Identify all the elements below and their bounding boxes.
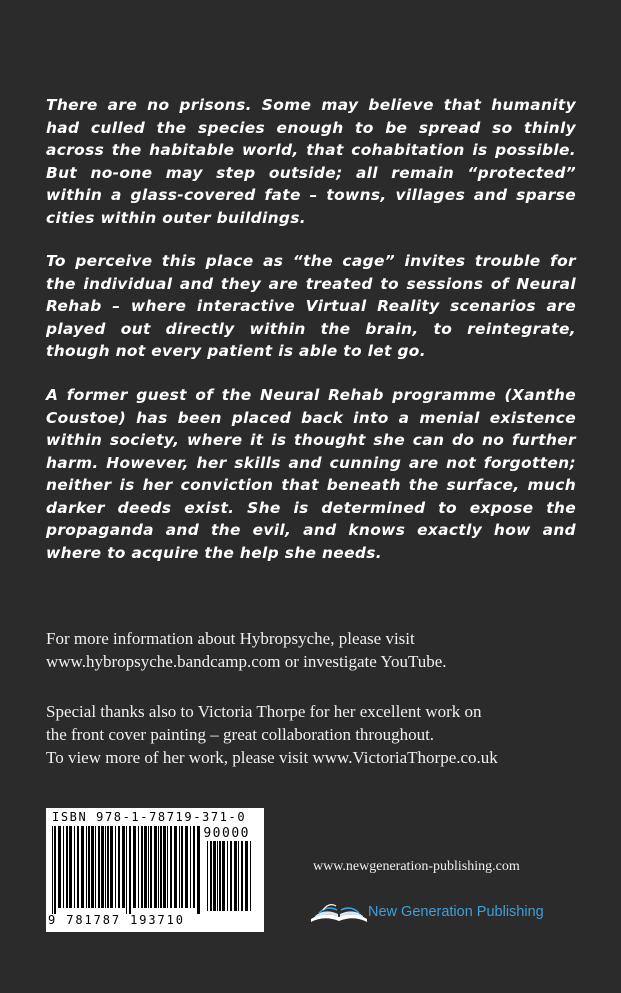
barcode-bar bbox=[58, 826, 61, 908]
barcode-bar bbox=[190, 826, 191, 908]
thanks-info bbox=[46, 700, 586, 769]
barcode-bar bbox=[105, 826, 106, 908]
barcode-bar bbox=[197, 826, 200, 914]
barcode-bar bbox=[154, 826, 157, 908]
ean-barcode-bars bbox=[52, 826, 202, 916]
barcode-bar bbox=[222, 841, 225, 911]
isbn-text: ISBN 978-1-78719-371-0 bbox=[52, 810, 247, 824]
ean-digits: 9 781787 193710 bbox=[48, 913, 185, 927]
barcode-bar bbox=[160, 826, 162, 908]
blurb-paragraph-1: There are no prisons. Some may believe that humanity had culled the species enough to be spread so thinly across the habitable world, that cohabitation is possible. But no-one may step outside; all remain “protected” within a glass-covered fate – towns, villages and sparse cities within outer buildings. bbox=[46, 96, 576, 227]
barcode-bar bbox=[126, 826, 127, 914]
thanks-line-3: To view more of her work, please visit www.VictoriaThorpe.co.uk bbox=[46, 748, 498, 767]
barcode-bar bbox=[217, 841, 218, 911]
barcode-bar bbox=[98, 826, 100, 908]
barcode-bar bbox=[219, 841, 221, 911]
blurb-paragraph-2: To perceive this place as “the cage” invites trouble for the individual and they are treated to sessions of Neural Rehab – where interactive Virtual Reality scenarios are played out directly within the brain, to reintegrate, though not every patient is able to let go. bbox=[46, 252, 576, 360]
hybropsyche-info bbox=[46, 627, 586, 673]
barcode-bar bbox=[86, 826, 87, 908]
barcode-bar bbox=[74, 826, 75, 908]
barcode-bar bbox=[238, 841, 239, 911]
barcode-bar bbox=[115, 826, 116, 908]
barcode-bar bbox=[118, 826, 120, 908]
barcode-bar bbox=[179, 826, 180, 908]
blurb-paragraph-3: A former guest of the Neural Rehab programme (Xanthe Coustoe) has been placed back into a menial existence within society, where it is thought she can do no further harm. However, her skills and cunning are not forgotten; neither is her conviction that beneath the surface, much darker deeds exist. She is determined to expose the propaganda and the evil, and knows exactly how and where to acquire the help she needs. bbox=[46, 386, 576, 562]
barcode-bar bbox=[158, 826, 159, 908]
barcode-bar bbox=[234, 841, 237, 911]
barcode-bar bbox=[227, 841, 228, 911]
barcode-bar bbox=[88, 826, 90, 908]
barcode-bar bbox=[54, 826, 56, 914]
barcode-bar bbox=[241, 841, 243, 911]
barcode-bar bbox=[95, 826, 96, 908]
barcode-bar bbox=[193, 826, 195, 908]
publisher-url: www.newgeneration-publishing.com bbox=[313, 859, 520, 874]
barcode-bar bbox=[133, 826, 136, 908]
barcode-bar bbox=[69, 826, 72, 908]
barcode-bar bbox=[170, 826, 172, 908]
barcode-bar bbox=[185, 826, 188, 908]
thanks-line-1: Special thanks also to Victoria Thorpe for her excellent work on bbox=[46, 702, 482, 721]
barcode-bar bbox=[167, 826, 168, 908]
price-code: 90000 bbox=[203, 826, 250, 841]
barcode-bar bbox=[181, 826, 183, 908]
barcode-bar bbox=[81, 826, 84, 908]
addon-barcode-bars bbox=[207, 841, 257, 913]
barcode-bar bbox=[250, 841, 251, 911]
barcode-bar bbox=[141, 826, 143, 908]
barcode-bar bbox=[66, 826, 68, 908]
barcode-bar bbox=[110, 826, 113, 908]
barcode-bar bbox=[144, 826, 147, 908]
barcode-bar bbox=[52, 826, 53, 914]
thanks-line-2: the front cover painting – great collaboration throughout. bbox=[46, 725, 435, 744]
open-book-logo-icon bbox=[309, 899, 369, 925]
barcode-bar bbox=[163, 826, 166, 908]
publisher-name: New Generation Publishing bbox=[368, 904, 544, 920]
isbn-barcode bbox=[46, 808, 264, 932]
barcode-bar bbox=[101, 826, 104, 908]
barcode-bar bbox=[77, 826, 79, 908]
barcode-bar bbox=[207, 841, 208, 911]
barcode-bar bbox=[107, 826, 109, 908]
hybropsyche-info-line-2: www.hybropsyche.bandcamp.com or investigate YouTube. bbox=[46, 652, 447, 671]
barcode-bar bbox=[148, 826, 149, 908]
barcode-bar bbox=[138, 826, 139, 908]
hybropsyche-info-line-1: For more information about Hybropsyche, please visit bbox=[46, 629, 415, 648]
barcode-bar bbox=[91, 826, 94, 908]
barcode-bar bbox=[129, 826, 131, 914]
barcode-bar bbox=[213, 841, 216, 911]
barcode-bar bbox=[230, 841, 232, 911]
barcode-bar bbox=[245, 841, 248, 911]
barcode-bar bbox=[63, 826, 64, 908]
barcode-bar bbox=[150, 826, 152, 908]
barcode-bar bbox=[210, 841, 212, 911]
barcode-bar bbox=[122, 826, 125, 908]
barcode-bar bbox=[174, 826, 177, 908]
